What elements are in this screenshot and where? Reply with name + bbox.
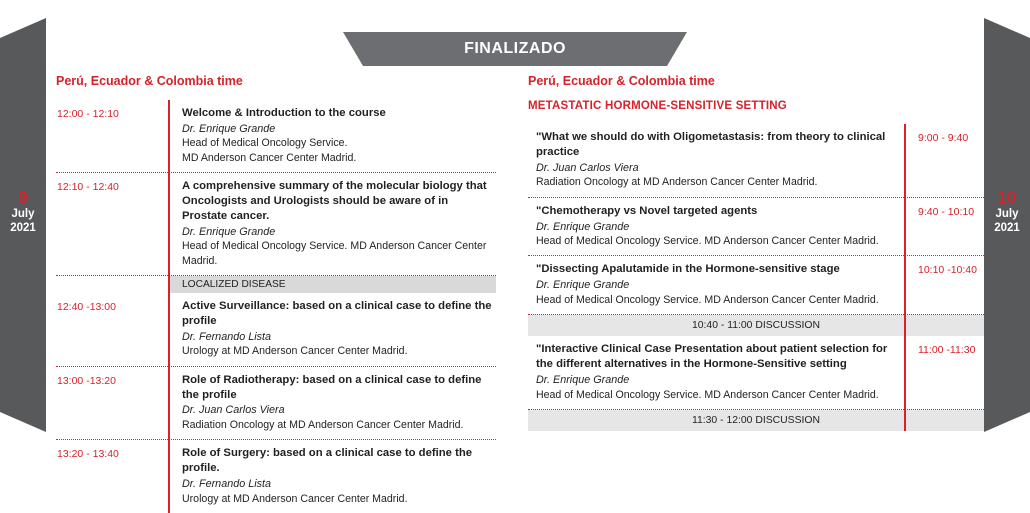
session-title: "Chemotherapy vs Novel targeted agents — [536, 204, 758, 217]
list-item — [56, 173, 496, 276]
list-item — [528, 336, 984, 410]
day-tab-left-day: 9 — [18, 188, 28, 207]
session-time: 12:10 - 12:40 — [57, 181, 119, 194]
list-item — [528, 198, 984, 257]
session-speaker: Dr. Enrique Grande — [536, 374, 630, 387]
session-affiliation: Head of Medical Oncology Service. — [182, 137, 348, 150]
session-time: 10:10 -10:40 — [918, 264, 977, 277]
list-item — [528, 124, 984, 198]
session-time: 9:00 - 9:40 — [918, 132, 969, 144]
session-speaker: Dr. Juan Carlos Viera — [536, 161, 639, 174]
agenda-column-day9 — [56, 74, 496, 513]
session-speaker: Dr. Fernando Lista — [182, 478, 272, 491]
session-title: "Dissecting Apalutamide in the Hormone-sensitive stage — [536, 263, 840, 276]
section-header-metastatic: METASTATIC HORMONE-SENSITIVE SETTING — [528, 100, 787, 112]
timeline-rail-right — [904, 124, 906, 431]
session-time: 13:00 -13:20 — [57, 374, 116, 387]
session-affiliation: Head of Medical Oncology Service. MD Anderson Cancer Center Madrid. — [182, 240, 487, 267]
day-tab-left-year: 2021 — [10, 221, 36, 234]
session-title: Welcome & Introduction to the course — [182, 107, 386, 119]
session-speaker: Dr. Enrique Grande — [182, 122, 276, 135]
status-banner — [343, 32, 687, 66]
session-speaker: Dr. Juan Carlos Viera — [182, 404, 285, 417]
session-title: Role of Surgery: based on a clinical case to define the profile. — [182, 447, 473, 475]
session-title: Active Surveillance: based on a clinical case to define the profile — [182, 299, 492, 327]
discussion-band: 10:40 - 11:00 DISCUSSION — [528, 315, 984, 336]
timezone-header-right: Perú, Ecuador & Colombia time — [528, 74, 715, 88]
agenda-column-day10 — [528, 74, 984, 431]
list-item — [56, 367, 496, 441]
session-affiliation: Urology at MD Anderson Cancer Center Madrid. — [182, 492, 408, 505]
list-item — [56, 100, 496, 173]
session-title: Role of Radiotherapy: based on a clinical case to define the profile — [182, 373, 482, 401]
session-time: 12:00 - 12:10 — [57, 108, 119, 120]
timezone-header-left: Perú, Ecuador & Colombia time — [56, 74, 243, 88]
session-title: "Interactive Clinical Case Presentation about patient selection for the different alternatives in the Hormone-Sensitive setting — [536, 343, 888, 371]
day-tab-right-month: July — [995, 208, 1019, 221]
day-tab-left-month: July — [11, 208, 35, 221]
section-band-localized-disease — [56, 276, 496, 293]
list-item — [528, 256, 984, 315]
session-affiliation: Head of Medical Oncology Service. MD Anderson Cancer Center Madrid. — [536, 293, 879, 306]
section-band-label: LOCALIZED DISEASE — [168, 276, 496, 293]
session-affiliation: Urology at MD Anderson Cancer Center Madrid. — [182, 345, 408, 358]
timeline-rail-left — [168, 100, 170, 513]
session-time: 13:20 - 13:40 — [57, 448, 119, 461]
session-affiliation: Head of Medical Oncology Service. MD Anderson Cancer Center Madrid. — [536, 235, 879, 248]
list-item — [56, 440, 496, 513]
day-tab-left — [0, 18, 46, 432]
session-time: 11:00 -11:30 — [918, 344, 976, 357]
day-tab-right — [984, 18, 1030, 432]
discussion-band: 11:30 - 12:00 DISCUSSION — [528, 410, 984, 431]
session-title: A comprehensive summary of the molecular biology that Oncologists and Urologists should be aware of in Prostate cancer. — [182, 180, 487, 222]
list-item — [56, 293, 496, 367]
session-time: 12:40 -13:00 — [57, 300, 116, 313]
session-speaker: Dr. Enrique Grande — [182, 225, 276, 238]
session-speaker: Dr. Enrique Grande — [536, 220, 630, 233]
session-time: 9:40 - 10:10 — [918, 205, 975, 218]
day-tab-right-day: 10 — [997, 188, 1017, 207]
session-speaker: Dr. Fernando Lista — [182, 330, 272, 343]
session-affiliation: Radiation Oncology at MD Anderson Cancer Center Madrid. — [182, 418, 464, 431]
day-tab-right-year: 2021 — [994, 221, 1020, 234]
session-speaker: Dr. Enrique Grande — [536, 279, 630, 292]
session-list-day9 — [56, 100, 496, 513]
session-affiliation: Head of Medical Oncology Service. MD Anderson Cancer Center Madrid. — [536, 388, 879, 401]
session-list-day10 — [528, 124, 984, 431]
status-banner-label: FINALIZADO — [464, 40, 566, 57]
session-title: "What we should do with Oligometastasis: from theory to clinical practice — [536, 131, 886, 158]
session-affiliation-2: MD Anderson Cancer Center Madrid. — [182, 151, 357, 164]
session-affiliation: Radiation Oncology at MD Anderson Cancer Center Madrid. — [536, 176, 818, 189]
